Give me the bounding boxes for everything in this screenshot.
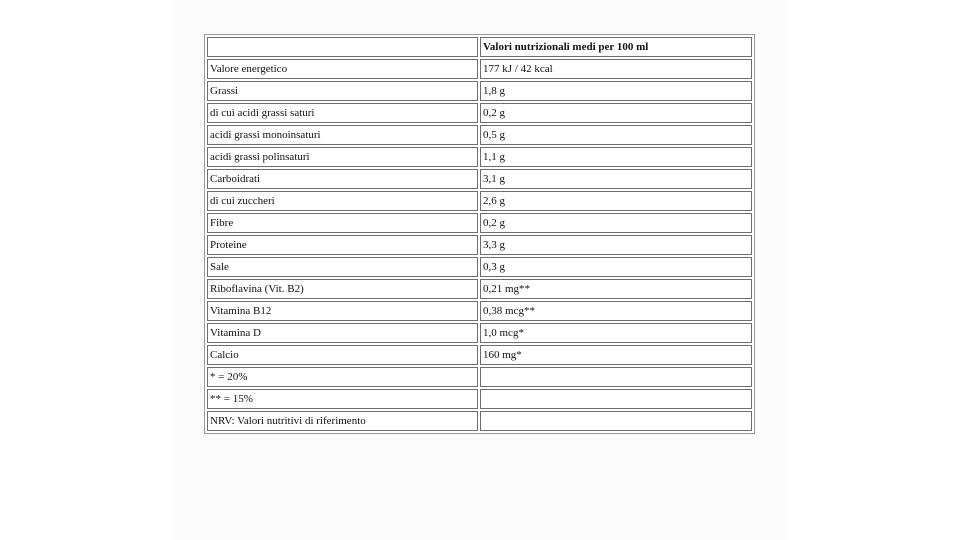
row-label: di cui zuccheri (207, 191, 478, 211)
table-row (207, 367, 752, 387)
header-label-cell (207, 37, 478, 57)
table-row (207, 191, 752, 211)
row-label: di cui acidi grassi saturi (207, 103, 478, 123)
nutrition-table (204, 34, 755, 434)
row-value: 2,6 g (480, 191, 752, 211)
row-label: Fibre (207, 213, 478, 233)
table-row (207, 169, 752, 189)
row-label: acidi grassi polinsaturi (207, 147, 478, 167)
row-value: 160 mg* (480, 345, 752, 365)
row-label: Vitamina B12 (207, 301, 478, 321)
table-row (207, 103, 752, 123)
row-value: 0,2 g (480, 103, 752, 123)
table-row (207, 411, 752, 431)
row-value: 1,8 g (480, 81, 752, 101)
row-value: 0,2 g (480, 213, 752, 233)
row-label: Vitamina D (207, 323, 478, 343)
row-label: acidi grassi monoinsaturi (207, 125, 478, 145)
table-row (207, 257, 752, 277)
row-value: 3,3 g (480, 235, 752, 255)
table-header-row (207, 37, 752, 57)
table-row (207, 81, 752, 101)
table-row (207, 147, 752, 167)
row-label: Proteine (207, 235, 478, 255)
table-row (207, 279, 752, 299)
table-row (207, 323, 752, 343)
table-row (207, 389, 752, 409)
row-label: NRV: Valori nutritivi di riferimento (207, 411, 478, 431)
row-value: 0,3 g (480, 257, 752, 277)
table-row (207, 213, 752, 233)
table-row (207, 59, 752, 79)
row-label: Calcio (207, 345, 478, 365)
row-label: Valore energetico (207, 59, 478, 79)
row-value (480, 367, 752, 387)
row-value: 177 kJ / 42 kcal (480, 59, 752, 79)
row-value: 1,1 g (480, 147, 752, 167)
row-label: Grassi (207, 81, 478, 101)
row-label: Riboflavina (Vit. B2) (207, 279, 478, 299)
row-label: Carboidrati (207, 169, 478, 189)
header-value-cell: Valori nutrizionali medi per 100 ml (480, 37, 752, 57)
row-label: * = 20% (207, 367, 478, 387)
row-value: 0,21 mg** (480, 279, 752, 299)
table-row (207, 125, 752, 145)
row-value: 0,38 mcg** (480, 301, 752, 321)
row-value: 0,5 g (480, 125, 752, 145)
row-value (480, 411, 752, 431)
table-row (207, 301, 752, 321)
table-row (207, 345, 752, 365)
row-value: 3,1 g (480, 169, 752, 189)
row-value: 1,0 mcg* (480, 323, 752, 343)
row-label: ** = 15% (207, 389, 478, 409)
row-label: Sale (207, 257, 478, 277)
table-row (207, 235, 752, 255)
row-value (480, 389, 752, 409)
